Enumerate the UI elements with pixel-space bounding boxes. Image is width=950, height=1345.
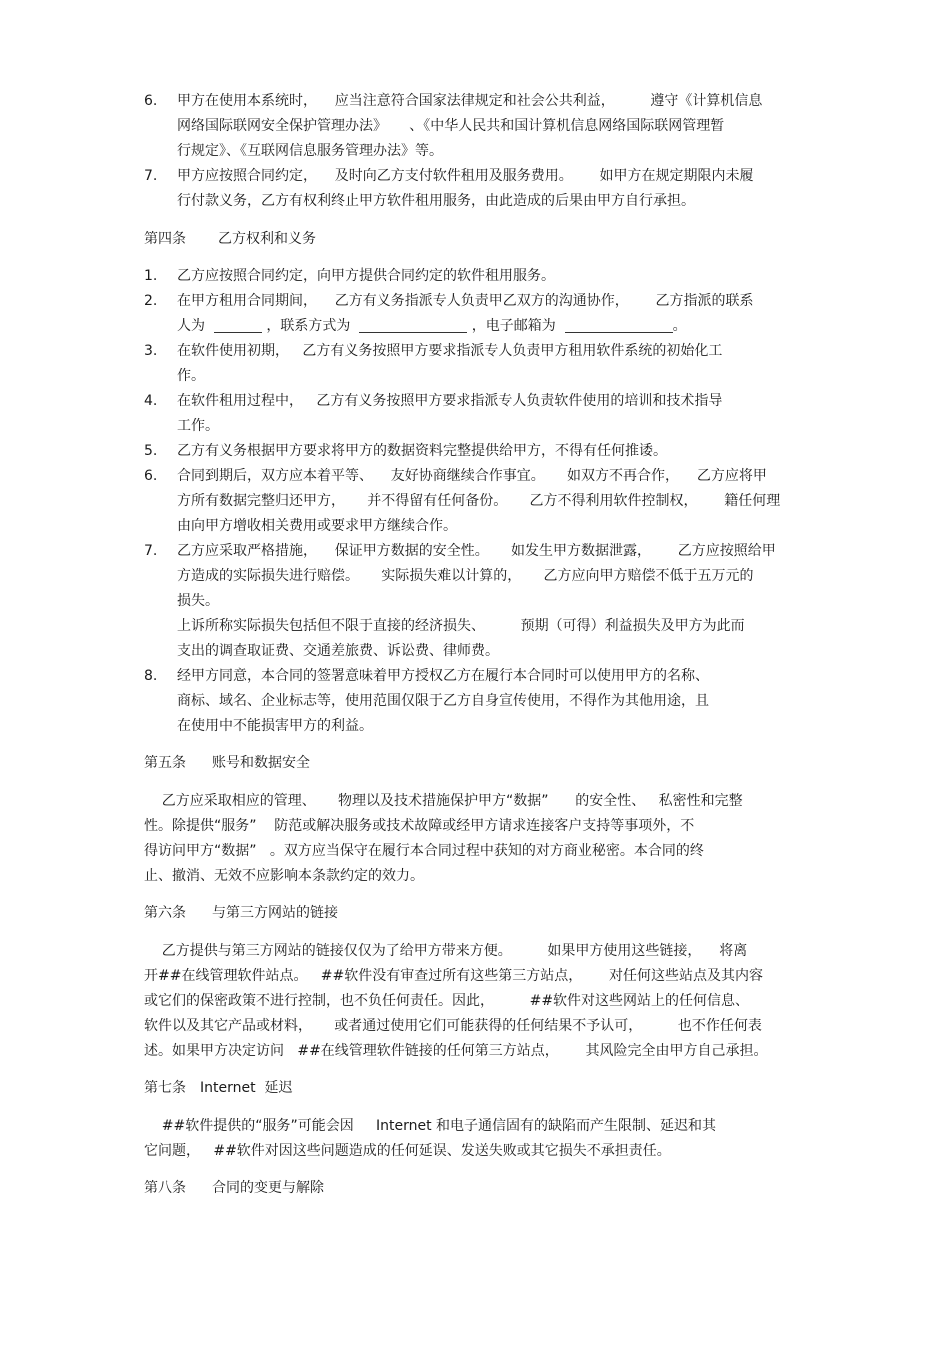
contact-phone-blank[interactable] — [359, 317, 467, 333]
contact-line: 人为 ，联系方式为 ，电子邮箱为 。 — [177, 318, 687, 334]
item-text: 在软件租用过程中， 乙方有义务按照甲方要求指派专人负责软件使用的培训和技术指导 — [177, 393, 723, 409]
item-text: 网络国际联网安全保护管理办法》 、《中华人民共和国计算机信息网络国际联网管理暂 — [177, 118, 725, 134]
item-text: 乙方有义务根据甲方要求将甲方的数据资料完整提供给甲方，不得有任何推诿。 — [177, 443, 667, 459]
item-text: 工作。 — [177, 418, 219, 434]
article-heading — [144, 903, 338, 923]
article-title: 账号和数据安全 — [212, 755, 310, 771]
item-number: 3. — [144, 343, 158, 359]
paragraph-line: 或它们的保密政策不进行控制，也不负任何责任。因此， ##软件对这些网站上的任何信息、 — [144, 993, 750, 1009]
article-heading — [144, 229, 316, 249]
item-text: 在软件使用初期， 乙方有义务按照甲方要求指派专人负责甲方租用软件系统的初始化工 — [177, 343, 723, 359]
article-number: 第四条 — [144, 231, 186, 247]
item-text: 在使用中不能损害甲方的利益。 — [177, 718, 373, 734]
paragraph-line: 乙方应采取相应的管理、 物理以及技术措施保护甲方“数据” 的安全性、 私密性和完整 — [144, 793, 743, 809]
item-text: 损失。 — [177, 593, 219, 609]
item-number: 6. — [144, 468, 158, 484]
article-title: Internet 延迟 — [200, 1080, 293, 1096]
paragraph-line: 乙方提供与第三方网站的链接仅仅为了给甲方带来方便。 如果甲方使用这些链接， 将离 — [144, 943, 748, 959]
item-number: 1. — [144, 268, 158, 284]
item-text: 方造成的实际损失进行赔偿。 实际损失难以计算的， 乙方应向甲方赔偿不低于五万元的 — [177, 568, 754, 584]
item-number: 2. — [144, 293, 158, 309]
item-number: 6. — [144, 93, 158, 109]
item-text: 支出的调查取证费、交通差旅费、诉讼费、律师费。 — [177, 643, 499, 659]
article-title: 乙方权利和义务 — [218, 231, 316, 247]
article-title: 合同的变更与解除 — [212, 1180, 324, 1196]
paragraph-line: 述。如果甲方决定访问 ##在线管理软件链接的任何第三方站点， 其风险完全由甲方自己承担。 — [144, 1043, 768, 1059]
item-text: 在甲方租用合同期间， 乙方有义务指派专人负责甲乙双方的沟通协作， 乙方指派的联系 — [177, 293, 754, 309]
article-number: 第六条 — [144, 905, 186, 921]
article-number: 第七条 — [144, 1080, 186, 1096]
paragraph-line: 它问题， ##软件对因这些问题造成的任何延误、发送失败或其它损失不承担责任。 — [144, 1143, 671, 1159]
paragraph-line: 止、撤消、无效不应影响本条款约定的效力。 — [144, 868, 424, 884]
paragraph-line: 软件以及其它产品或材料， 或者通过使用它们可能获得的任何结果不予认可， 也不作任何表 — [144, 1018, 762, 1034]
item-text: 由向甲方增收相关费用或要求甲方继续合作。 — [177, 518, 457, 534]
item-number: 7. — [144, 543, 158, 559]
item-number: 4. — [144, 393, 158, 409]
paragraph-line: 得访问甲方“数据” 。双方应当保守在履行本合同过程中获知的对方商业秘密。本合同的终 — [144, 843, 704, 859]
item-number: 8. — [144, 668, 158, 684]
item-text: 作。 — [177, 368, 205, 384]
article-heading — [144, 1178, 324, 1198]
item-text: 行规定》、《互联网信息服务管理办法》等。 — [177, 143, 443, 159]
article-heading — [144, 1078, 293, 1098]
item-text: 上诉所称实际损失包括但不限于直接的经济损失、 预期（可得）利益损失及甲方为此而 — [177, 618, 745, 634]
contact-person-blank[interactable] — [214, 317, 262, 333]
item-text: 合同到期后，双方应本着平等、 友好协商继续合作事宜。 如双方不再合作， 乙方应将甲 — [177, 468, 767, 484]
item-text: 方所有数据完整归还甲方， 并不得留有任何备份。 乙方不得利用软件控制权， 籍任何理 — [177, 493, 781, 509]
article-title: 与第三方网站的链接 — [212, 905, 338, 921]
item-text: 经甲方同意，本合同的签署意味着甲方授权乙方在履行本合同时可以使用甲方的名称、 — [177, 668, 709, 684]
item-text: 商标、域名、企业标志等，使用范围仅限于乙方自身宣传使用，不得作为其他用途，且 — [177, 693, 709, 709]
contact-email-blank[interactable] — [565, 317, 673, 333]
paragraph-line: 性。除提供“服务” 防范或解决服务或技术故障或经甲方请求连接客户支持等事项外，不 — [144, 818, 695, 834]
item-number: 5. — [144, 443, 158, 459]
item-text: 乙方应按照合同约定，向甲方提供合同约定的软件租用服务。 — [177, 268, 555, 284]
item-text: 行付款义务，乙方有权利终止甲方软件租用服务，由此造成的后果由甲方自行承担。 — [177, 193, 695, 209]
paragraph-line: 开##在线管理软件站点。 ##软件没有审查过所有这些第三方站点， 对任何这些站点及其内容 — [144, 968, 763, 984]
item-number: 7. — [144, 168, 158, 184]
article-heading — [144, 753, 310, 773]
item-text: 甲方在使用本系统时， 应当注意符合国家法律规定和社会公共利益， 遵守《计算机信息 — [177, 93, 763, 109]
article-number: 第八条 — [144, 1180, 186, 1196]
article-number: 第五条 — [144, 755, 186, 771]
paragraph-line: ##软件提供的“服务”可能会因 Internet 和电子通信固有的缺陷而产生限制、延迟和其 — [144, 1118, 717, 1134]
item-text: 乙方应采取严格措施， 保证甲方数据的安全性。 如发生甲方数据泄露， 乙方应按照给甲 — [177, 543, 776, 559]
item-text: 甲方应按照合同约定， 及时向乙方支付软件租用及服务费用。 如甲方在规定期限内未履 — [177, 168, 754, 184]
